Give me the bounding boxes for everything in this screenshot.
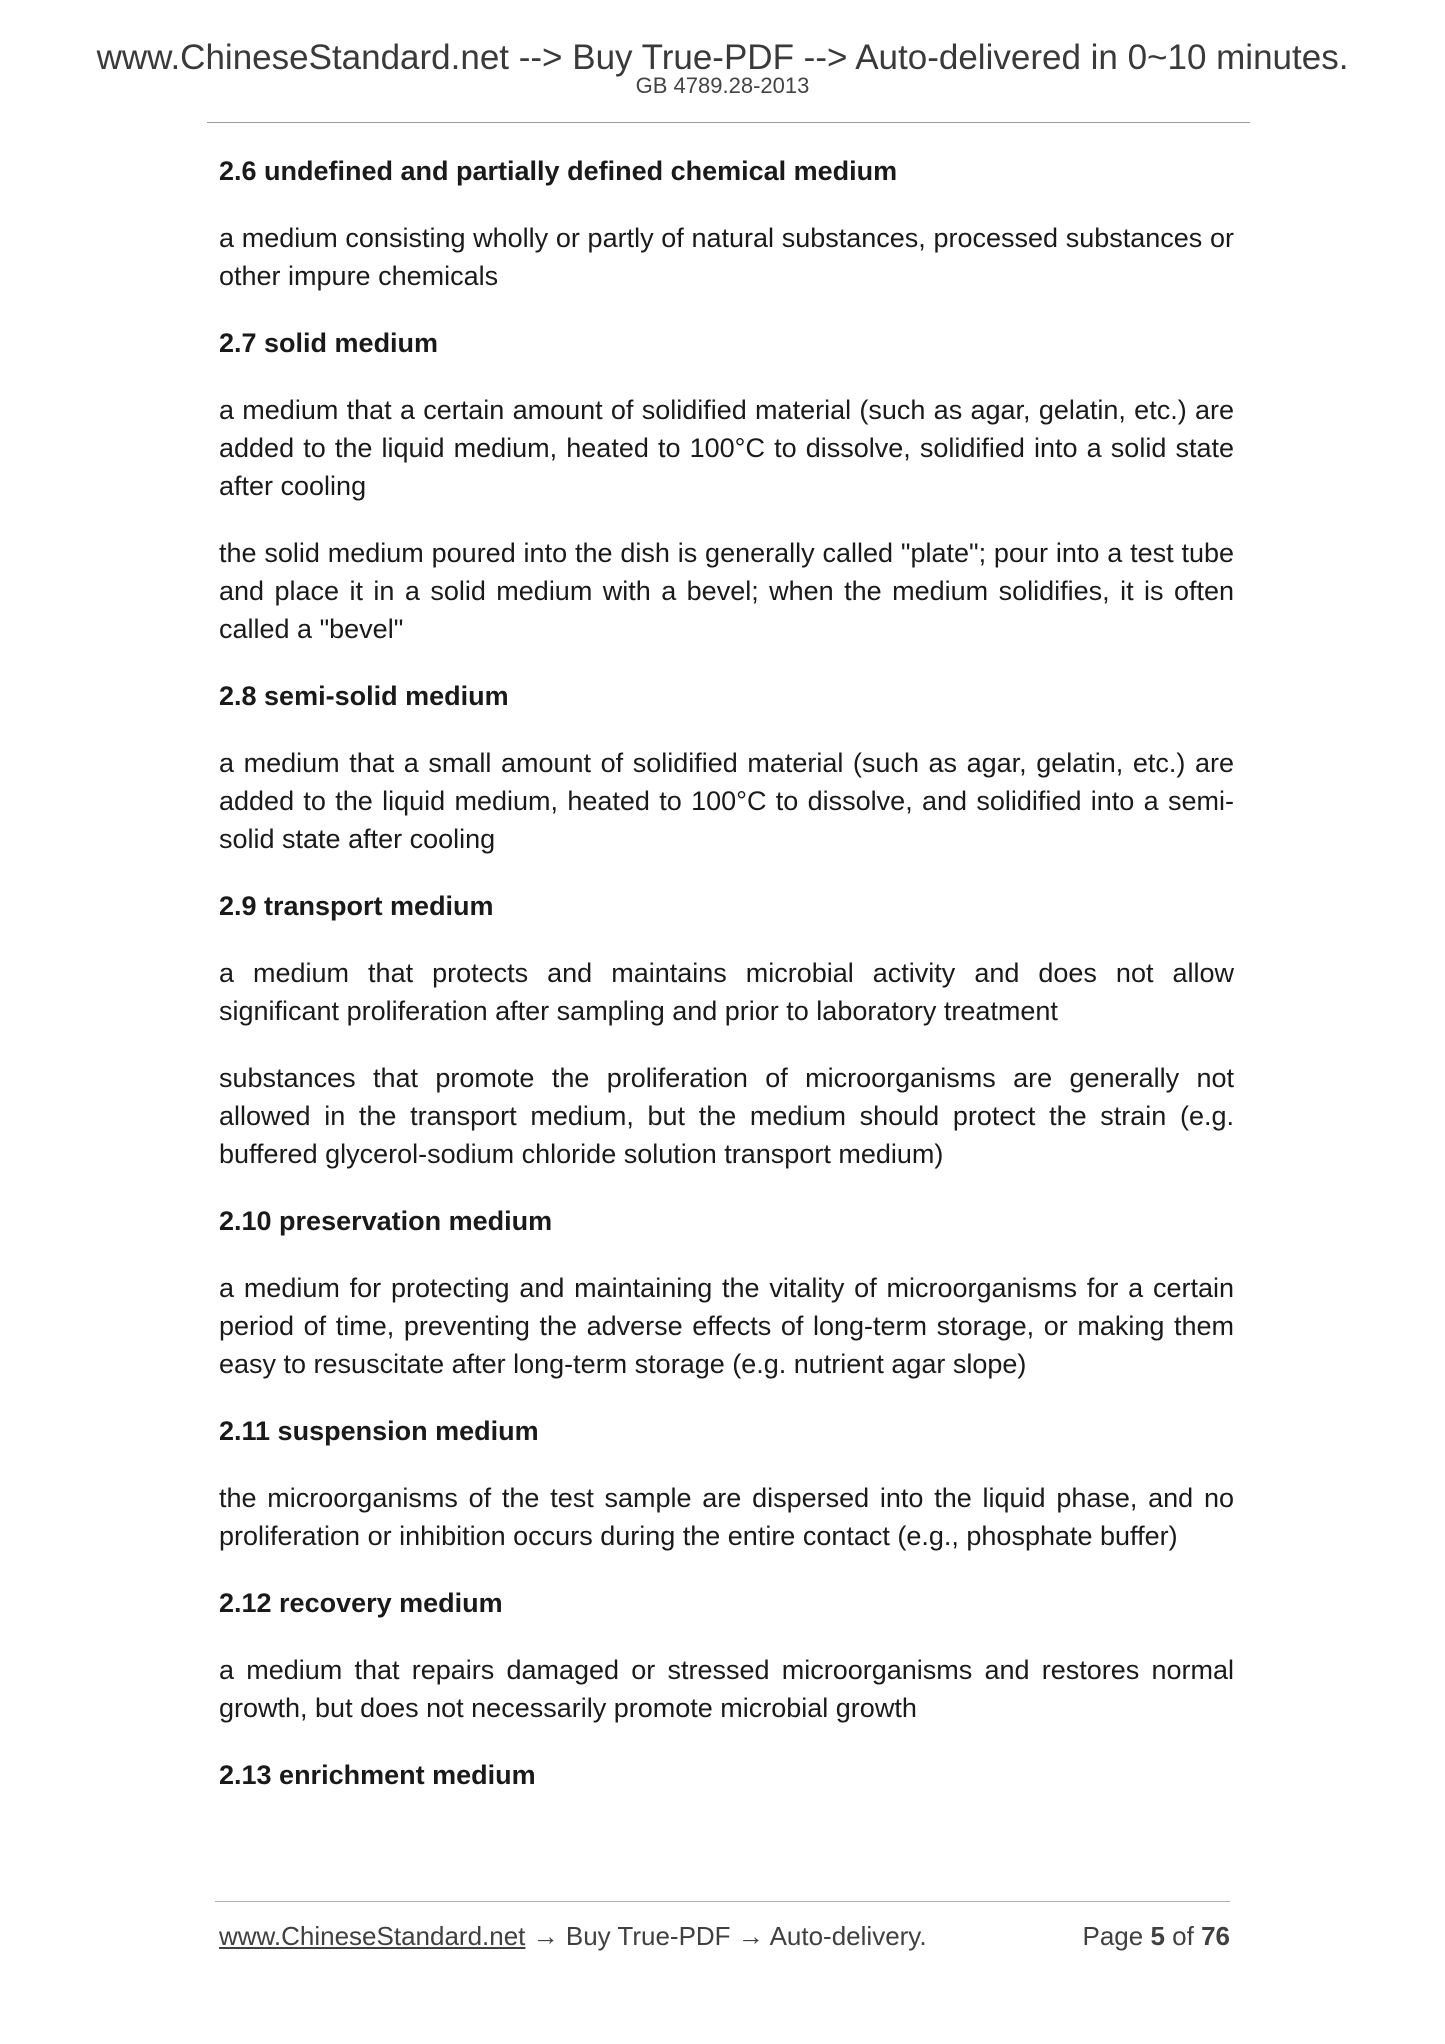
section-paragraph: substances that promote the proliferation of microorganisms are generally not allowed in the transport medium, but the medium should protect the strain (e.g. buffered glycerol-sodium chloride solution transport medium) [219,1063,1234,1169]
section-heading: 2.13 enrichment medium [219,1760,536,1790]
footer-promo [219,1919,927,1953]
header-divider [207,122,1250,123]
section-paragraph: a medium that a small amount of solidified material (such as agar, gelatin, etc.) are added to the liquid medium, heated to 100°C to dissolve, and solidified into a semi-solid state after cooling [219,748,1234,854]
section-paragraph: the solid medium poured into the dish is generally called "plate"; pour into a test tube and place it in a solid medium with a bevel; when the medium solidifies, it is often called a "bevel" [219,538,1234,644]
section-2-8 [219,677,1234,858]
section-heading: 2.10 preservation medium [219,1206,553,1236]
section-2-7 [219,324,1234,648]
footer-divider [215,1901,1230,1902]
section-2-11 [219,1412,1234,1555]
footer-promo-text: → Buy True-PDF → Auto-delivery. [525,1921,927,1951]
section-paragraph: a medium consisting wholly or partly of natural substances, processed substances or other impure chemicals [219,223,1234,291]
page-label: Page [1082,1921,1144,1951]
document-code: GB 4789.28-2013 [635,73,810,98]
document-body [219,152,1234,1823]
section-heading: 2.8 semi-solid medium [219,681,509,711]
section-paragraph: the microorganisms of the test sample are dispersed into the liquid phase, and no proliferation or inhibition occurs during the entire contact (e.g., phosphate buffer) [219,1483,1234,1551]
top-banner: www.ChineseStandard.net --> Buy True-PDF --> Auto-delivered in 0~10 minutes. [96,38,1349,77]
section-paragraph: a medium that repairs damaged or stressed microorganisms and restores normal growth, but does not necessarily promote microbial growth [219,1655,1234,1723]
section-2-12 [219,1584,1234,1727]
section-2-10 [219,1202,1234,1383]
section-heading: 2.9 transport medium [219,891,494,921]
section-2-13 [219,1756,1234,1794]
section-heading: 2.12 recovery medium [219,1588,503,1618]
section-heading: 2.11 suspension medium [219,1416,539,1446]
current-page-number: 5 [1150,1921,1165,1951]
section-heading: 2.6 undefined and partially defined chemical medium [219,156,898,186]
section-heading: 2.7 solid medium [219,328,439,358]
section-paragraph: a medium for protecting and maintaining the vitality of microorganisms for a certain period of time, preventing the adverse effects of long-term storage, or making them easy to resuscitate after long-term storage (e.g. nutrient agar slope) [219,1273,1234,1379]
page-indicator [1082,1919,1230,1953]
section-paragraph: a medium that protects and maintains microbial activity and does not allow significant proliferation after sampling and prior to laboratory treatment [219,958,1234,1026]
section-paragraph: a medium that a certain amount of solidified material (such as agar, gelatin, etc.) are added to the liquid medium, heated to 100°C to dissolve, solidified into a solid state after cooling [219,395,1234,501]
footer-site-link[interactable]: www.ChineseStandard.net [219,1921,526,1951]
total-pages-number: 76 [1201,1921,1230,1951]
section-2-6 [219,152,1234,295]
of-label: of [1172,1921,1194,1951]
section-2-9 [219,887,1234,1173]
